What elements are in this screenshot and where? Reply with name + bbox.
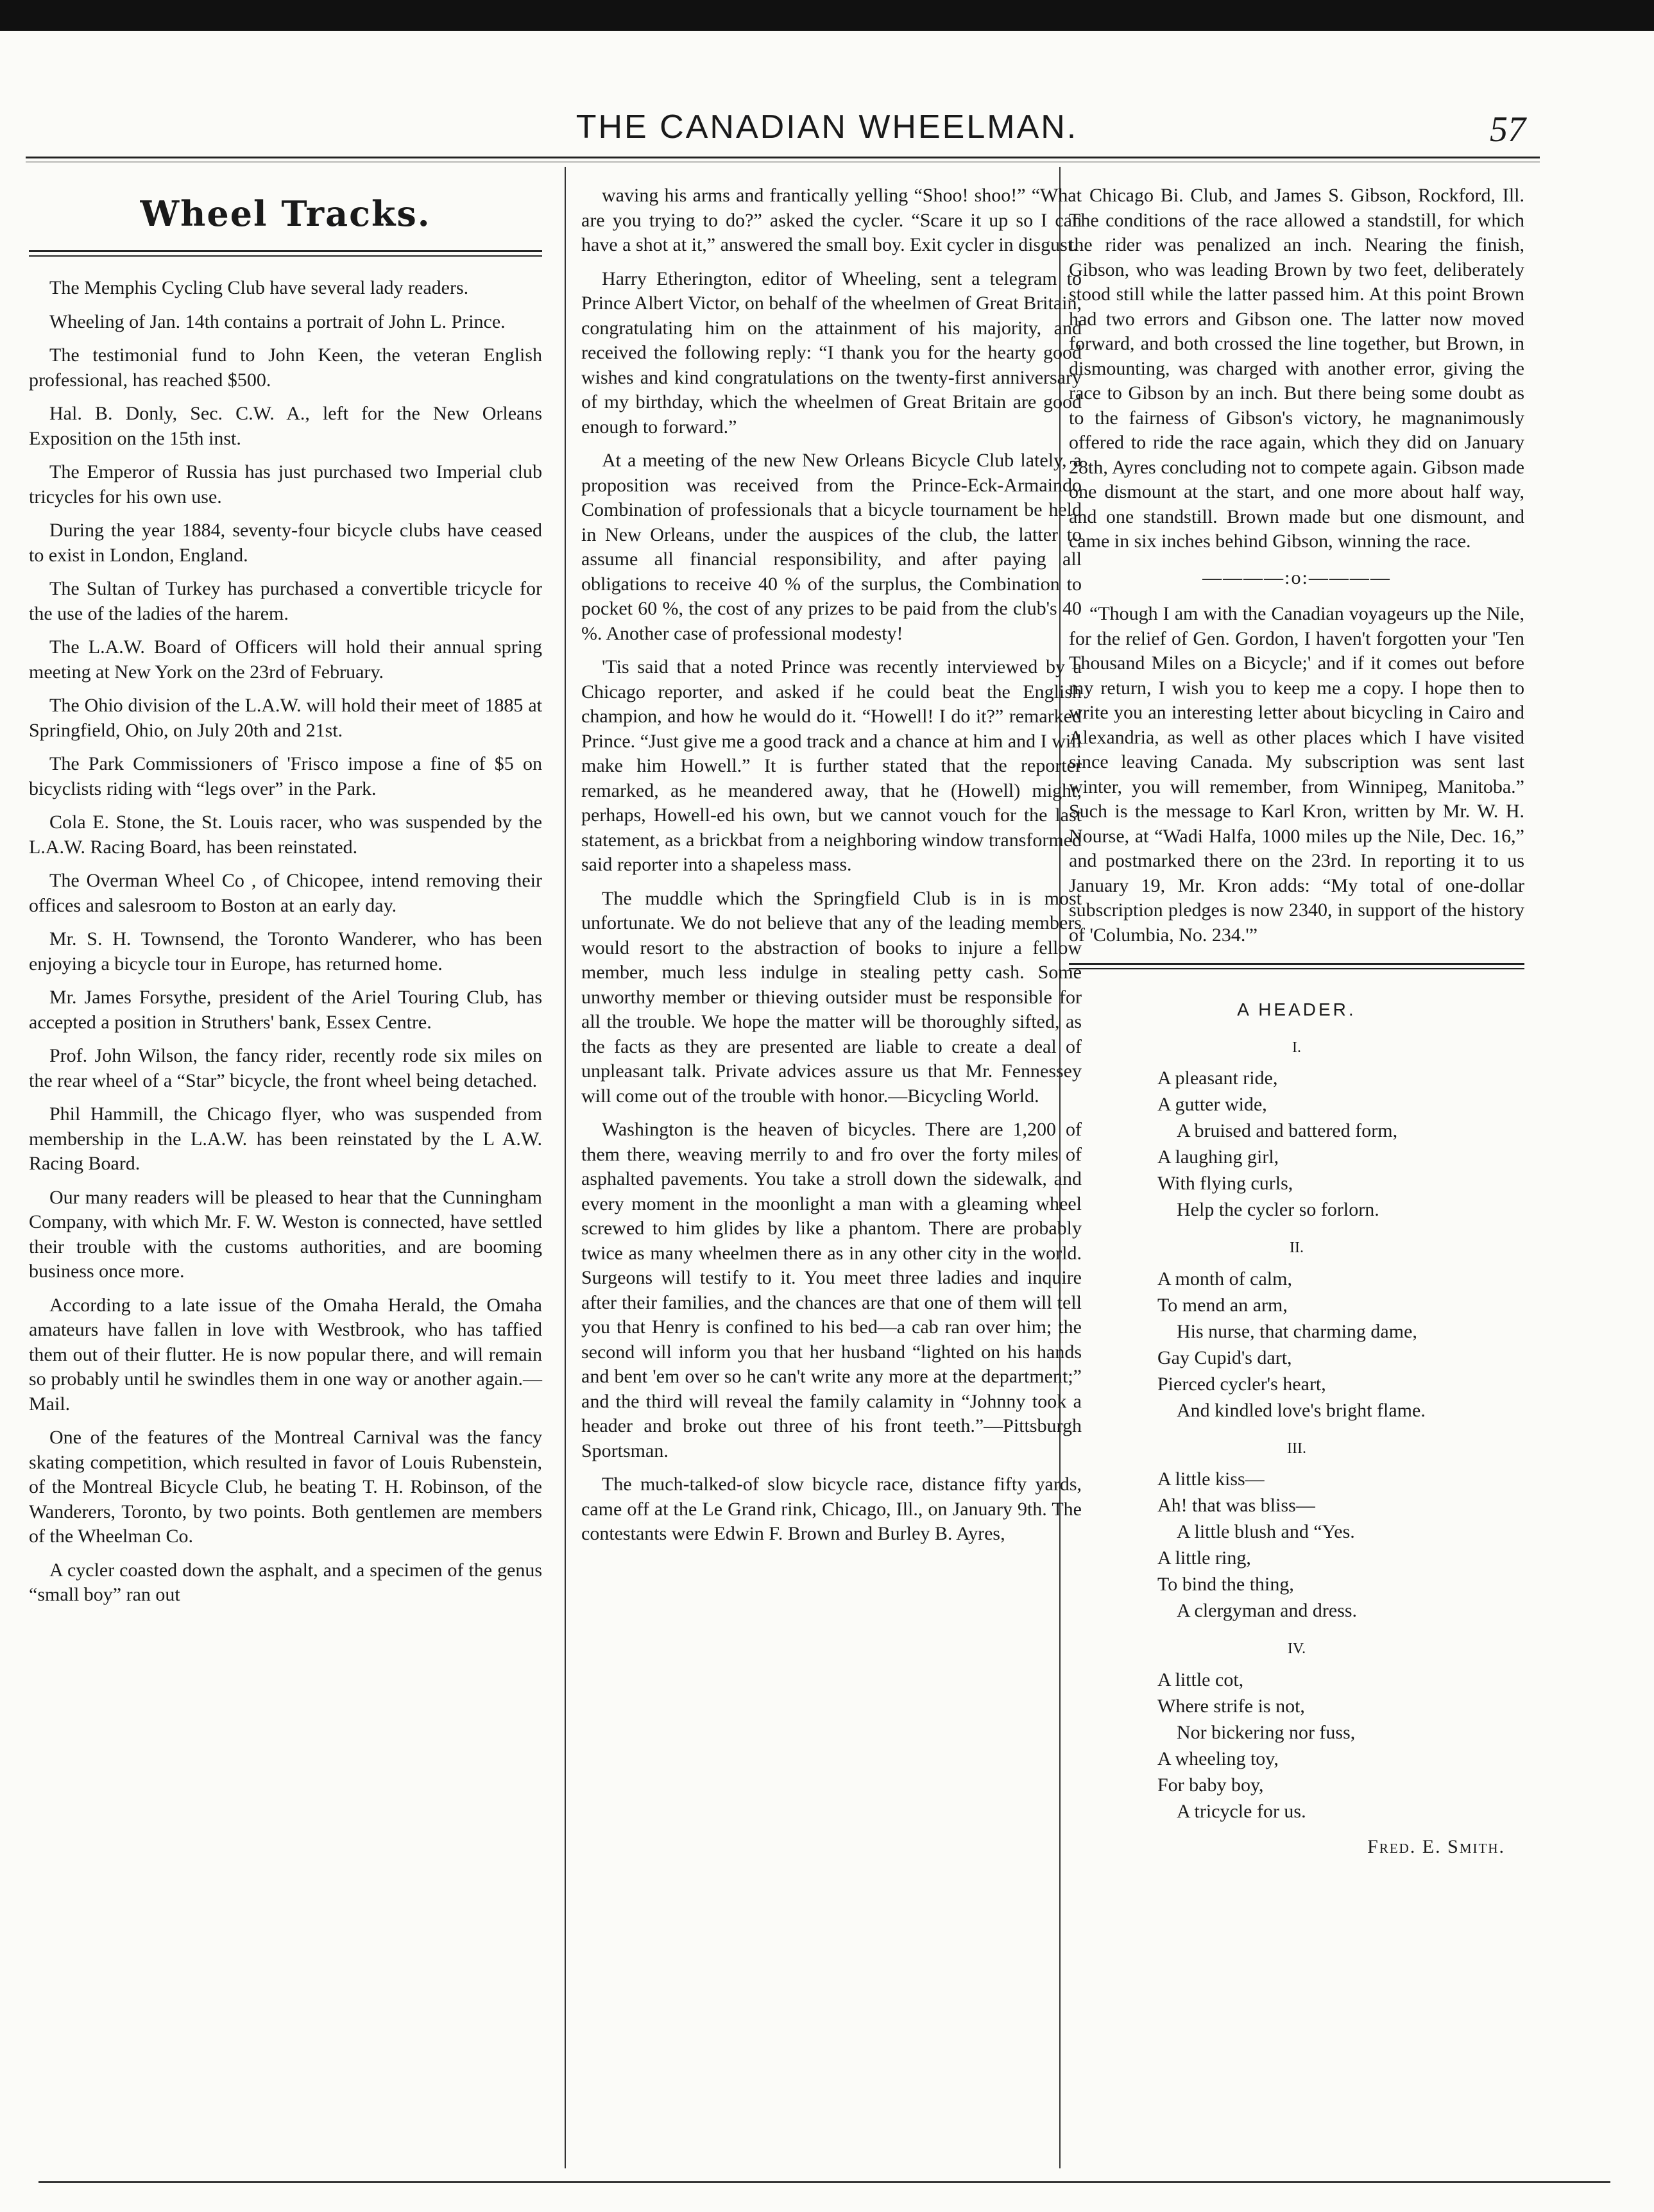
stanza-number: I. bbox=[1292, 1039, 1301, 1056]
column-1-paragraphs bbox=[29, 276, 542, 1608]
poem-line: A little kiss— bbox=[1157, 1468, 1265, 1490]
poem-line: A clergyman and dress. bbox=[1177, 1600, 1358, 1621]
page-number: 57 bbox=[1490, 110, 1526, 149]
paragraph: A cycler coasted down the asphalt, and a specimen of the genus “small boy” ran out bbox=[29, 1559, 542, 1605]
paragraph: Chicago Bi. Club, and James S. Gibson, Rockford, Ill. The conditions of the race allowed a standstill, for which the rider was penalized an inch. Nearing the finish, Gibson, who was leading Brown by two feet, deliberately stood still while the latter passed him. At this point Brown had two errors and Gibson one. The latter now moved forward, and both crossed the line together, but Brown, in dismounting, was charged with another error, giving the race to Gibson by an inch. But there being some doubt as to the fairness of Gibson's victory, he magnanimously offered to ride the race again, which they did on January 28th, Ayres concluding not to compete again. Gibson made one dismount at the start, and one more about half way, and one standstill. Brown made but one dismount, and came in six inches behind Gibson, winning the race. bbox=[1069, 185, 1524, 552]
paragraph: Mr. S. H. Townsend, the Toronto Wanderer, who has been enjoying a bicycle tour in Europe, has returned home. bbox=[29, 928, 542, 974]
poem-line: To bind the thing, bbox=[1157, 1574, 1294, 1595]
paragraph: Cola E. Stone, the St. Louis racer, who was suspended by the L.A.W. Racing Board, has been reinstated. bbox=[29, 812, 542, 858]
poem-line: His nurse, that charming dame, bbox=[1177, 1320, 1417, 1342]
stanza-number: III. bbox=[1287, 1440, 1306, 1457]
paragraph: The Overman Wheel Co , of Chicopee, intend removing their offices and salesroom to Boston at an early day. bbox=[29, 870, 542, 916]
stanza-number: IV. bbox=[1287, 1640, 1306, 1657]
column-3 bbox=[1069, 183, 1524, 1859]
column-3-paragraphs-2 bbox=[1069, 602, 1524, 948]
paragraph: During the year 1884, seventy-four bicycle clubs have ceased to exist in London, England. bbox=[29, 520, 542, 566]
poem-line: Nor bickering nor fuss, bbox=[1177, 1721, 1356, 1743]
paragraph: The Park Commissioners of 'Frisco impose a fine of $5 on bicyclists riding with “legs over” in the Park. bbox=[29, 753, 542, 799]
poem bbox=[1069, 998, 1524, 1859]
poem-line: A month of calm, bbox=[1157, 1268, 1292, 1289]
poem-line: Where strife is not, bbox=[1157, 1695, 1305, 1717]
poem-line: Help the cycler so forlorn. bbox=[1177, 1199, 1379, 1220]
paragraph: waving his arms and frantically yelling “Shoo! shoo!” “What are you trying to do?” asked the cycler. “Scare it up so I can have a shot at it,” answered the small boy. Exit cycler in disgust. bbox=[581, 185, 1082, 255]
poem-line: A bruised and battered form, bbox=[1177, 1120, 1398, 1141]
poem-author: Fred. E. Smith. bbox=[1367, 1835, 1505, 1857]
paragraph: Phil Hammill, the Chicago flyer, who was suspended from membership in the L.A.W. has been reinstated by the L A.W. Racing Board. bbox=[29, 1103, 542, 1174]
stanza-number: II. bbox=[1290, 1239, 1304, 1256]
paragraph: Hal. B. Donly, Sec. C.W. A., left for the New Orleans Exposition on the 15th inst. bbox=[29, 403, 542, 449]
poem-line: And kindled love's bright flame. bbox=[1177, 1399, 1426, 1421]
poem-line: Gay Cupid's dart, bbox=[1157, 1347, 1292, 1368]
poem-line: Pierced cycler's heart, bbox=[1157, 1373, 1326, 1395]
paragraph: Prof. John Wilson, the fancy rider, recently rode six miles on the rear wheel of a “Star” bicycle, the front wheel being detached. bbox=[29, 1045, 542, 1091]
poem-line: A tricycle for us. bbox=[1177, 1800, 1306, 1822]
paragraph: According to a late issue of the Omaha Herald, the Omaha amateurs have fallen in love with Westbrook, who has taffied them out of their flutter. He is now popular there, and will remain so probably until he swindles them in one way or another again.—Mail. bbox=[29, 1294, 542, 1415]
paragraph: Harry Etherington, editor of Wheeling, sent a telegram to Prince Albert Victor, on behalf of the wheelmen of Great Britain, congratulating him on the attainment of his majority, and received the following reply: “I thank you for the hearty good wishes and kind congratulations on the twenty-first anniversary of my birthday, which the wheelmen of Great Britain are good enough to forward.” bbox=[581, 268, 1082, 438]
poem-line: To mend an arm, bbox=[1157, 1294, 1288, 1316]
paragraph: Washington is the heaven of bicycles. There are 1,200 of them there, weaving merrily to and fro over the forty miles of asphalted pavements. You take a stroll down the sidewalk, and every moment in the moonlight a man with a gleaming wheel screwed to him glides by like a phantom. There are probably twice as many wheelmen there as in any other city in the world. Surgeons will testify to it. You meet three ladies and inquire after their families, and the chances are that one of them will tell you that Henry is confined to his bed—a cab ran over him; the second will inform you that her husband “lighted on his hands and bent 'em over so he can't write any more at the department;” and the third will reveal the family calamity in “Johnny took a header and broke out three of his front teeth.”—Pittsburgh Sportsman. bbox=[581, 1119, 1082, 1461]
paragraph: The Memphis Cycling Club have several lady readers. bbox=[49, 277, 469, 298]
section-title: Wheel Tracks. bbox=[140, 193, 431, 234]
paragraph: Our many readers will be pleased to hear that the Cunningham Company, with which Mr. F. W. Weston is connected, have settled their trouble with the customs authorities, and are booming business once more. bbox=[29, 1186, 542, 1282]
poem-line: A little ring, bbox=[1157, 1547, 1251, 1569]
paragraph: The muddle which the Springfield Club is in is most unfortunate. We do not believe that any of the leading members would resort to the abstraction of books to injure a fellow member, much less indulge in stealing petty cash. Some unworthy member or thieving outsider must be responsible for all the trouble. We hope the matter will be thoroughly sifted, as the facts as they are presented are liable to create a deal of unpleasant talk. Private advices assure us that Mr. Fennessey will come out of the trouble with honor.—Bicycling World. bbox=[581, 887, 1082, 1107]
column-1 bbox=[29, 183, 542, 1617]
column-2 bbox=[581, 183, 1082, 1556]
paragraph: The Sultan of Turkey has purchased a convertible tricycle for the use of the ladies of the harem. bbox=[29, 578, 542, 624]
paragraph: At a meeting of the new New Orleans Bicycle Club lately, a proposition was received from the Prince-Eck-Armaindo Combination of professionals that a bicycle tournament be held in New Orleans, under the auspices of the club, the latter to assume all financial responsibility, and after paying all obligations to receive 40 % of the surplus, the Combination to pocket 60 %, the cost of any prizes to be paid from the club's 40 %. Another case of professional modesty! bbox=[581, 450, 1082, 644]
header-rule bbox=[26, 157, 1540, 162]
poem-line: Ah! that was bliss— bbox=[1157, 1495, 1315, 1516]
paragraph: The much-talked-of slow bicycle race, distance fifty yards, came off at the Le Grand rink, Chicago, Ill., on January 9th. The contestants were Edwin F. Brown and Burley B. Ayres, bbox=[581, 1474, 1082, 1544]
paragraph: The Ohio division of the L.A.W. will hold their meet of 1885 at Springfield, Ohio, on July 20th and 21st. bbox=[29, 695, 542, 741]
paragraph: Mr. James Forsythe, president of the Ariel Touring Club, has accepted a position in Struthers' bank, Essex Centre. bbox=[29, 987, 542, 1033]
paragraph: Wheeling of Jan. 14th contains a portrait of John L. Prince. bbox=[49, 311, 506, 332]
poem-line: A laughing girl, bbox=[1157, 1146, 1279, 1168]
separator: ————:o:———— bbox=[1202, 566, 1391, 588]
column-3-paragraphs bbox=[1069, 183, 1524, 554]
paragraph: 'Tis said that a noted Prince was recently interviewed by a Chicago reporter, and asked if he could beat the English champion, and how he would do it. “Howell! I do it?” remarked Prince. “Just give me a good track and a chance at him and I will make him Howell.” It is further stated that the reporter remarked, as he meandered away, that he (Howell) might, perhaps, Howell-ed his own, but we cannot vouch for the last statement, as a brickbat from a neighboring window transformed said reporter into a shapeless mass. bbox=[581, 656, 1082, 875]
poem-line: A wheeling toy, bbox=[1157, 1748, 1279, 1769]
poem-line: A gutter wide, bbox=[1157, 1094, 1267, 1115]
paragraph: “Though I am with the Canadian voyageurs up the Nile, for the relief of Gen. Gordon, I haven't forgotten your 'Ten Thousand Miles on a Bicycle;' and if it comes out before my return, I wish you to keep me a copy. I hope then to write you an interesting letter about bicycling in Cairo and Alexandria, as well as other places which I have visited since leaving Canada. My subscription was sent last winter, you will remember, from Winnipeg, Manitoba.” Such is the message to Karl Kron, written by Mr. W. H. Nourse, at “Wadi Halfa, 1000 miles up the Nile, Dec. 16,” and postmarked there on the 23rd. In reporting it to us January 19, Mr. Kron adds: “My total of one-dollar subscription pledges is now 2340, in support of the history of 'Columbia, No. 234.'” bbox=[1069, 603, 1524, 946]
section-rule bbox=[29, 250, 542, 257]
column-divider-1 bbox=[565, 167, 566, 2168]
top-scan-border bbox=[0, 0, 1654, 31]
paragraph: The L.A.W. Board of Officers will hold their annual spring meeting at New York on the 23rd of February. bbox=[29, 636, 542, 683]
poem-line: For baby boy, bbox=[1157, 1774, 1264, 1796]
masthead: THE CANADIAN WHEELMAN. bbox=[575, 108, 1079, 146]
poem-line: A pleasant ride, bbox=[1157, 1068, 1278, 1089]
poem-line: A little cot, bbox=[1157, 1669, 1244, 1690]
paragraph: The testimonial fund to John Keen, the veteran English professional, has reached $500. bbox=[29, 345, 542, 391]
poem-line: A little blush and “Yes. bbox=[1177, 1521, 1355, 1542]
poem-stanzas bbox=[1069, 1035, 1524, 1825]
bottom-scan-border bbox=[38, 2181, 1610, 2183]
paragraph: The Emperor of Russia has just purchased two Imperial club tricycles for his own use. bbox=[29, 461, 542, 507]
paragraph: One of the features of the Montreal Carnival was the fancy skating competition, which resulted in favor of Louis Rubenstein, of the Montreal Bicycle Club, he beating T. H. Robinson, of the Wanderers, Toronto, by two points. Both gentlemen are members of the Wheelman Co. bbox=[29, 1427, 542, 1547]
poem-rule bbox=[1069, 963, 1524, 969]
column-2-paragraphs bbox=[581, 183, 1082, 1547]
poem-title: A HEADER. bbox=[1237, 1000, 1356, 1019]
poem-line: With flying curls, bbox=[1157, 1173, 1293, 1194]
